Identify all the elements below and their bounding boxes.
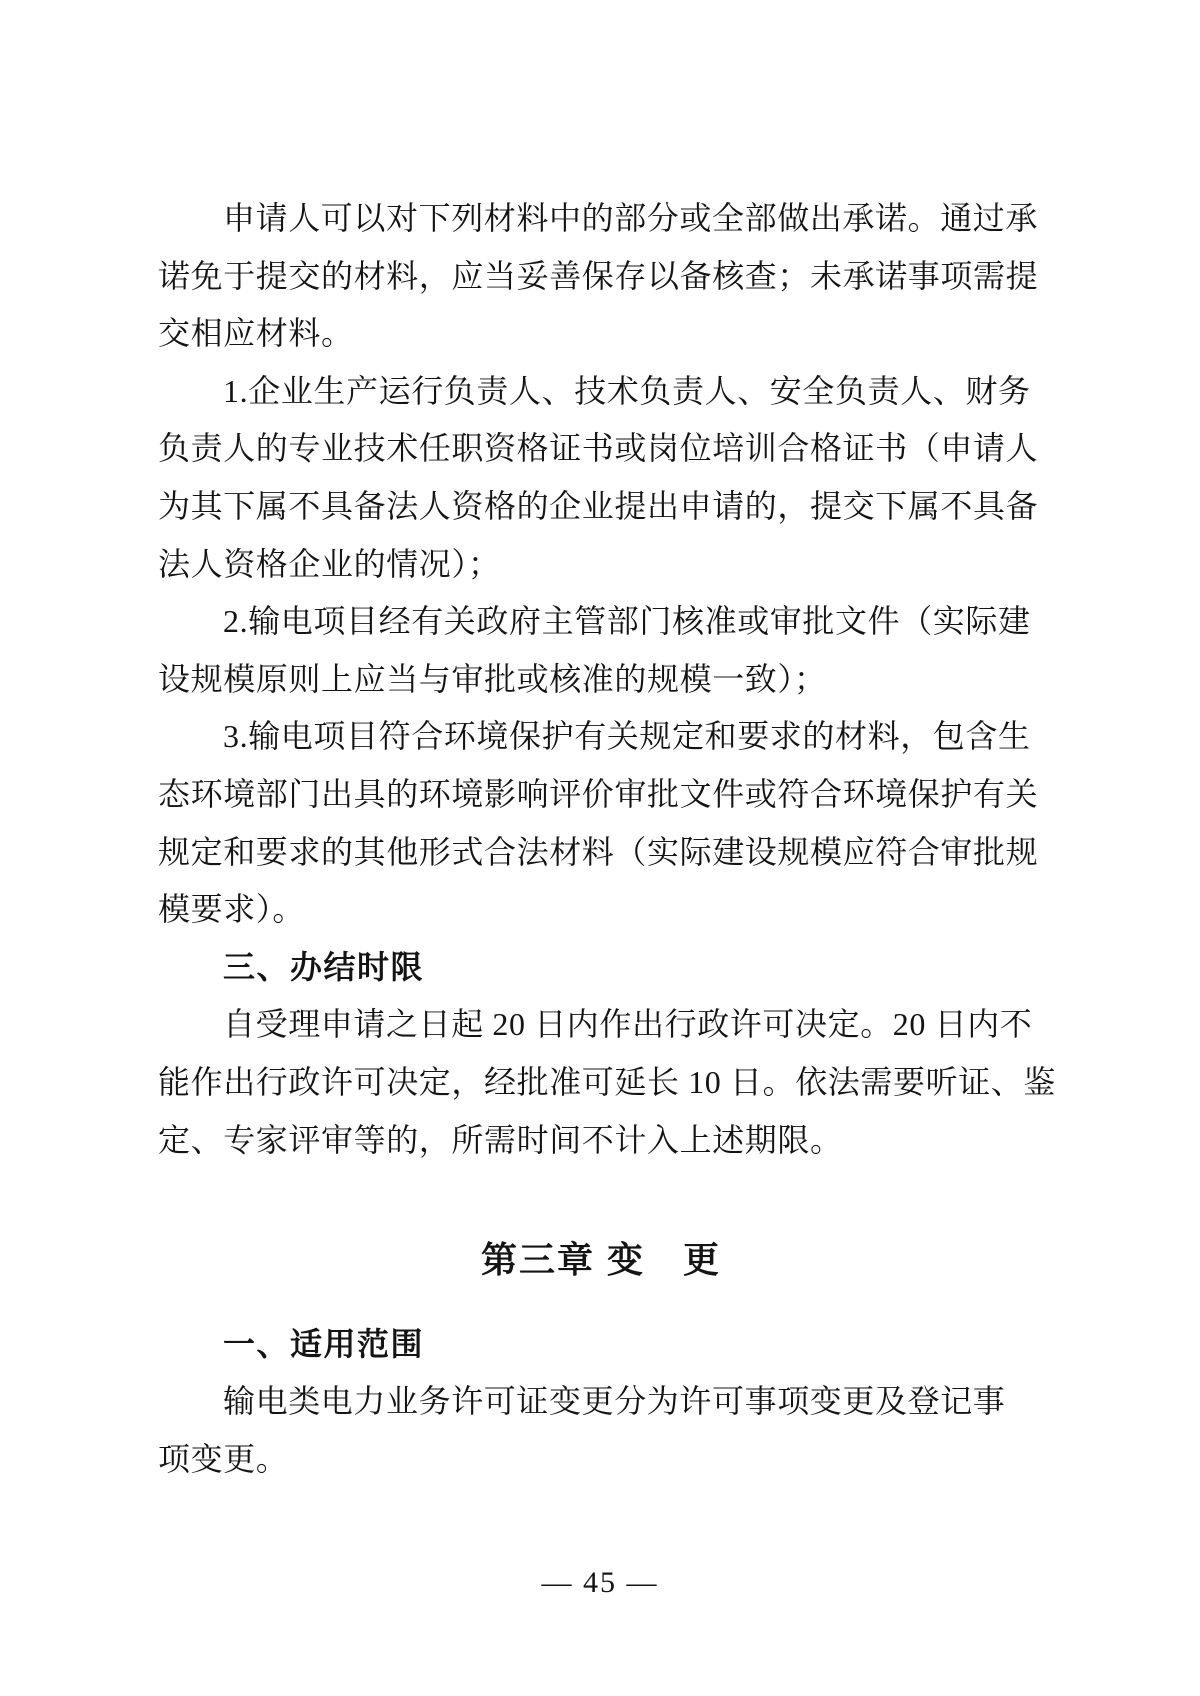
page-number: — 45 — — [541, 1566, 659, 1599]
section-heading-completion-time-limit: 三、办结时限 — [223, 948, 425, 985]
list-item-1-line: 1.企业生产运行负责人、技术负责人、安全负责人、财务 — [223, 372, 1031, 409]
list-item-3-line: 3.输电项目符合环境保护有关规定和要求的材料，包含生 — [223, 718, 1031, 755]
paragraph-line: 项变更。 — [158, 1440, 289, 1477]
paragraph-line: 自受理申请之日起 20 日内作出行政许可决定。20 日内不 — [223, 1006, 1033, 1043]
paragraph-line: 能作出行政许可决定，经批准可延长 10 日。依法需要听证、鉴 — [158, 1063, 1057, 1100]
paragraph-line: 输电类电力业务许可证变更分为许可事项变更及登记事 — [223, 1383, 1006, 1420]
section-heading-applicable-scope: 一、适用范围 — [223, 1325, 425, 1362]
list-item-1-line: 法人资格企业的情况）； — [158, 545, 501, 582]
chapter-heading-change: 第三章 变 更 — [480, 1239, 721, 1281]
list-item-3-line: 态环境部门出具的环境影响评价审批文件或符合环境保护有关 — [158, 775, 1039, 812]
paragraph-line: 交相应材料。 — [158, 315, 354, 352]
list-item-2-line: 设规模原则上应当与审批或核准的规模一致）； — [158, 660, 827, 697]
list-item-3-line: 规定和要求的其他形式合法材料（实际建设规模应符合审批规 — [158, 833, 1039, 870]
list-item-3-line: 模要求）。 — [158, 891, 306, 928]
document-body — [158, 190, 1057, 1488]
paragraph-line: 定、专家评审等的，所需时间不计入上述期限。 — [158, 1121, 843, 1158]
list-item-2-line: 2.输电项目经有关政府主管部门核准或审批文件（实际建 — [223, 603, 1031, 640]
list-item-1-line: 为其下属不具备法人资格的企业提出申请的，提交下属不具备 — [158, 487, 1039, 524]
paragraph-line: 诺免于提交的材料，应当妥善保存以备核查；未承诺事项需提 — [158, 257, 1039, 294]
paragraph-line: 申请人可以对下列材料中的部分或全部做出承诺。通过承 — [223, 200, 1039, 236]
list-item-1-line: 负责人的专业技术任职资格证书或岗位培训合格证书（申请人 — [158, 430, 1039, 467]
